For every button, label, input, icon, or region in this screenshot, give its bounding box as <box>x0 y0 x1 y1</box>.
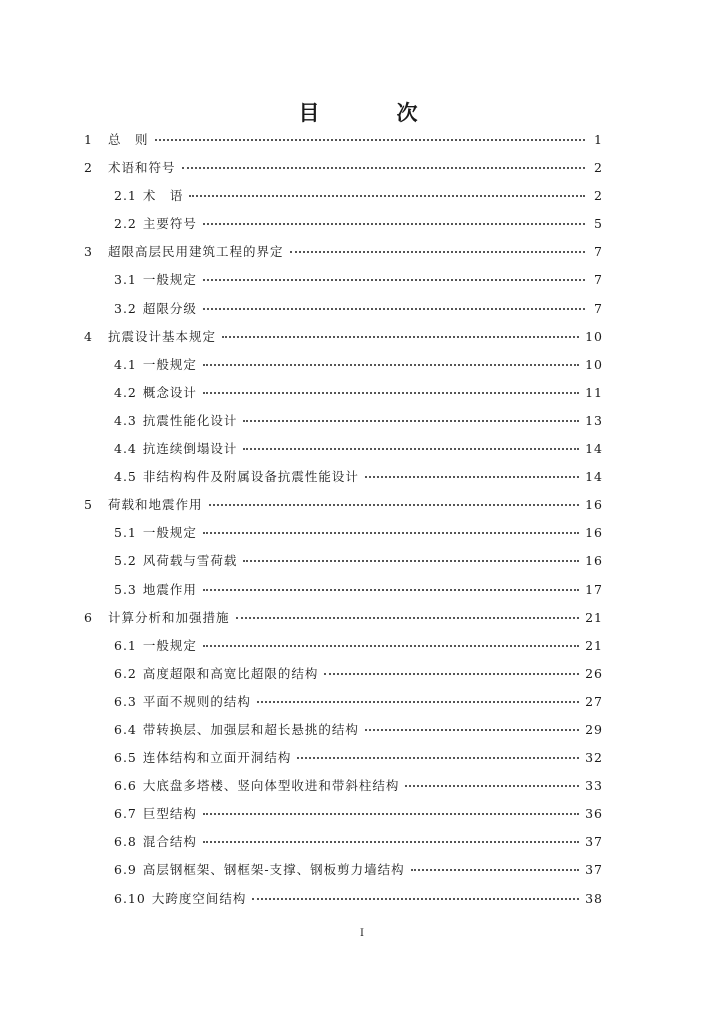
toc-entry-page: 21 <box>585 637 603 653</box>
dot-leader <box>203 386 579 394</box>
toc-entry-label: 抗连续倒塌设计 <box>142 441 238 457</box>
toc-section-entry[interactable] <box>84 744 603 772</box>
toc-entry-page: 10 <box>585 328 603 344</box>
toc-section-entry[interactable] <box>84 435 603 463</box>
dot-leader <box>252 892 579 900</box>
dot-leader <box>297 751 579 759</box>
toc-entry-page: 1 <box>594 132 603 147</box>
toc-entry-page: 27 <box>585 693 603 709</box>
dot-leader <box>203 807 579 815</box>
dot-leader <box>324 667 579 675</box>
toc-entry-number: 5.2 <box>114 553 137 569</box>
dot-leader <box>209 498 580 506</box>
dot-leader <box>182 161 585 169</box>
dot-leader <box>155 133 585 141</box>
dot-leader <box>203 273 585 281</box>
toc-entry-page: 32 <box>585 750 603 766</box>
toc-entry-number: 6 <box>84 609 93 625</box>
dot-leader <box>203 835 579 843</box>
toc-entry-page: 2 <box>594 160 603 176</box>
toc-entry-number: 2 <box>84 160 93 176</box>
toc-entry-page: 7 <box>594 272 603 288</box>
dot-leader <box>290 245 585 253</box>
toc-entry-label: 计算分析和加强措施 <box>108 609 230 625</box>
toc-section-entry[interactable] <box>84 182 603 210</box>
toc-entry-page: 10 <box>585 356 603 372</box>
toc-section-entry[interactable] <box>84 407 603 435</box>
toc-section-entry[interactable] <box>84 379 603 407</box>
toc-entry-number: 6.3 <box>114 693 137 709</box>
toc-entry-label: 高层钢框架、钢框架-支撑、钢板剪力墙结构 <box>142 862 405 878</box>
toc-entry-label: 一般规定 <box>142 272 197 288</box>
toc-section-entry[interactable] <box>84 856 603 884</box>
toc-section-entry[interactable] <box>84 632 603 660</box>
toc-entry-label: 非结构构件及附属设备抗震性能设计 <box>142 469 359 485</box>
toc-entry-number: 6.1 <box>114 637 137 653</box>
dot-leader <box>203 217 585 225</box>
toc-entry-number: 5.1 <box>114 525 137 541</box>
toc-entry-number: 4.3 <box>114 412 137 428</box>
toc-entry-page: 14 <box>585 469 603 485</box>
toc-entry-page: 36 <box>585 806 603 822</box>
toc-section-entry[interactable] <box>84 828 603 856</box>
dot-leader <box>236 611 580 619</box>
toc-entry-number: 6.2 <box>114 665 137 681</box>
toc-entry-number: 3.2 <box>114 300 137 316</box>
toc-entry-page: 5 <box>594 216 603 232</box>
toc-entry-label: 大底盘多塔楼、竖向体型收进和带斜柱结构 <box>142 778 400 794</box>
dot-leader <box>222 330 579 338</box>
toc-section-entry[interactable] <box>84 772 603 800</box>
toc-entry-number: 6.9 <box>114 862 137 878</box>
toc-entry-label: 超限高层民用建筑工程的界定 <box>108 244 284 260</box>
toc-section-entry[interactable] <box>84 660 603 688</box>
toc-section-entry[interactable] <box>84 210 603 238</box>
toc-entry-page: 37 <box>585 834 603 850</box>
toc-entry-page: 14 <box>585 441 603 457</box>
page-title: 目 次 <box>298 100 446 125</box>
toc-entry-page: 38 <box>585 890 603 906</box>
dot-leader <box>189 189 585 197</box>
toc-section-entry[interactable] <box>84 885 603 913</box>
toc-chapter-entry[interactable] <box>84 126 603 154</box>
toc-entry-number: 2.1 <box>114 188 137 204</box>
page-number: I <box>360 928 364 939</box>
dot-leader <box>203 583 579 591</box>
toc-entry-label: 地震作用 <box>142 581 197 597</box>
dot-leader <box>405 779 579 787</box>
toc-entry-label: 大跨度空间结构 <box>151 890 247 906</box>
toc-entry-label: 连体结构和立面开洞结构 <box>142 750 292 766</box>
toc-entry-label: 高度超限和高宽比超限的结构 <box>142 665 319 681</box>
toc-section-entry[interactable] <box>84 716 603 744</box>
toc-section-entry[interactable] <box>84 547 603 575</box>
toc-entry-page: 33 <box>585 778 603 794</box>
toc-section-entry[interactable] <box>84 266 603 294</box>
toc-section-entry[interactable] <box>84 800 603 828</box>
toc-entry-number: 3 <box>84 244 93 260</box>
toc-entry-label: 概念设计 <box>142 384 197 400</box>
toc-entry-page: 16 <box>585 497 603 513</box>
toc-entry-label: 一般规定 <box>142 356 197 372</box>
toc-entry-page: 7 <box>594 300 603 316</box>
toc-entry-number: 2.2 <box>114 216 137 232</box>
toc-entry-label: 超限分级 <box>142 300 197 316</box>
dot-leader <box>365 723 579 731</box>
toc-entry-label: 带转换层、加强层和超长悬挑的结构 <box>142 721 359 737</box>
dot-leader <box>203 358 579 366</box>
toc-entry-page: 13 <box>585 412 603 428</box>
toc-section-entry[interactable] <box>84 576 603 604</box>
toc-entry-label: 混合结构 <box>142 834 197 850</box>
dot-leader <box>203 639 579 647</box>
toc-entry-number: 4.4 <box>114 441 137 457</box>
toc-entry-page: 11 <box>585 384 603 400</box>
toc-entry-number: 6.6 <box>114 778 137 794</box>
toc-entry-number: 6.5 <box>114 750 137 766</box>
toc-entry-number: 5 <box>84 497 93 513</box>
toc-chapter-entry[interactable] <box>84 491 603 519</box>
toc-entry-label: 平面不规则的结构 <box>142 693 251 709</box>
toc-entry-number: 4.1 <box>114 356 137 372</box>
dot-leader <box>203 302 585 310</box>
toc-entry-number: 6.4 <box>114 721 137 737</box>
toc-chapter-entry[interactable] <box>84 154 603 182</box>
toc-entry-page: 29 <box>585 721 603 737</box>
toc-section-entry[interactable] <box>84 351 603 379</box>
toc-entry-page: 2 <box>594 188 603 204</box>
dot-leader <box>257 695 579 703</box>
toc-entry-page: 16 <box>585 525 603 541</box>
toc-entry-number: 1 <box>84 132 93 147</box>
toc-entry-number: 4 <box>84 328 93 344</box>
toc-entry-number: 6.10 <box>114 890 146 906</box>
toc-entry-page: 21 <box>585 609 603 625</box>
dot-leader <box>243 554 579 562</box>
toc-entry-label: 一般规定 <box>142 637 197 653</box>
toc-section-entry[interactable] <box>84 688 603 716</box>
toc-entry-label: 总 则 <box>108 132 149 147</box>
toc-entry-number: 4.2 <box>114 384 137 400</box>
toc-chapter-entry[interactable] <box>84 238 603 266</box>
dot-leader <box>203 526 579 534</box>
toc-entry-label: 抗震设计基本规定 <box>108 328 217 344</box>
toc-entry-label: 巨型结构 <box>142 806 197 822</box>
toc-chapter-entry[interactable] <box>84 323 603 351</box>
toc-entry-page: 17 <box>585 581 603 597</box>
toc-entry-label: 术语和符号 <box>108 160 176 176</box>
toc-entry-number: 5.3 <box>114 581 137 597</box>
toc-entry-label: 一般规定 <box>142 525 197 541</box>
toc-entry-label: 风荷载与雪荷载 <box>142 553 238 569</box>
toc-entry-page: 37 <box>585 862 603 878</box>
dot-leader <box>365 470 579 478</box>
dot-leader <box>411 863 579 871</box>
dot-leader <box>243 414 579 422</box>
toc-entry-number: 6.7 <box>114 806 137 822</box>
toc-section-entry[interactable] <box>84 463 603 491</box>
toc-entry-label: 抗震性能化设计 <box>142 412 238 428</box>
toc-entry-page: 7 <box>594 244 603 260</box>
dot-leader <box>243 442 579 450</box>
toc-chapter-entry[interactable] <box>84 604 603 632</box>
table-of-contents <box>84 126 603 913</box>
toc-entry-number: 4.5 <box>114 469 137 485</box>
toc-entry-page: 26 <box>585 665 603 681</box>
toc-section-entry[interactable] <box>84 295 603 323</box>
toc-entry-label: 荷载和地震作用 <box>108 497 203 513</box>
toc-entry-number: 6.8 <box>114 834 137 850</box>
toc-entry-number: 3.1 <box>114 272 137 288</box>
toc-entry-label: 主要符号 <box>142 216 197 232</box>
toc-entry-page: 16 <box>585 553 603 569</box>
toc-section-entry[interactable] <box>84 519 603 547</box>
toc-entry-label: 术 语 <box>142 188 184 204</box>
